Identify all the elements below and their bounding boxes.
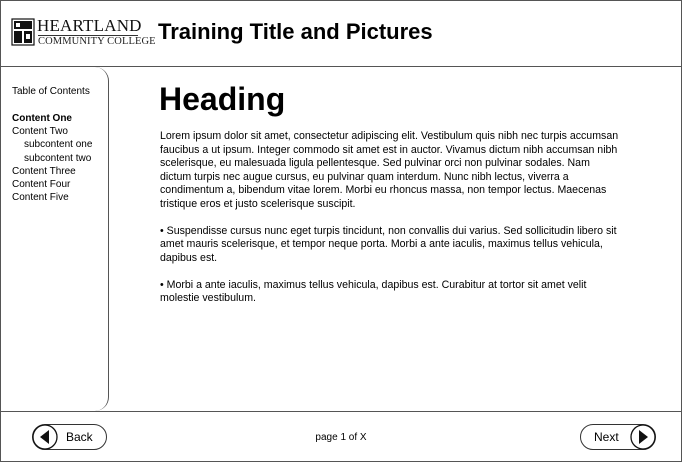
next-button[interactable] [580, 424, 656, 450]
toc-list [12, 112, 92, 204]
toc-item-content-one[interactable]: Content One [12, 113, 72, 124]
arrow-right-circle-icon [630, 424, 656, 450]
next-label: Next [594, 430, 619, 444]
table-of-contents [1, 67, 109, 411]
heartland-logo-icon [11, 18, 35, 46]
content-paragraph: Lorem ipsum dolor sit amet, consectetur adipiscing elit. Vestibulum quis nibh nec turpis accumsan faucibus a ut ipsum. Integer commodo sit amet est in auctor. Vivamus dictum nibh accumsan nibh scelerisque, eu malesuada ligula pellentesque. Sed pulvinar orci non pulvinar sodales. Nam dictum turpis nec augue cursus, eu pulvinar quam interdum. Nunc nibh lectus, viverra a condimentum a, bibendum vitae lorem. Morbi eu rhoncus massa, non tempor lectus. Maecenas tristique eros et justo scelerisque suscipit. [160, 130, 619, 210]
logo-text-primary: HEARTLAND [37, 16, 142, 35]
toc-item-content-four[interactable]: Content Four [12, 179, 71, 191]
toc-item-subcontent-one[interactable]: subcontent one [24, 139, 93, 151]
footer-bar [1, 411, 681, 462]
back-label: Back [66, 430, 93, 444]
toc-title: Table of Contents [12, 86, 90, 97]
content-body [160, 130, 622, 319]
toc-item-subcontent-two[interactable]: subcontent two [24, 152, 92, 164]
content-bullet: • Suspendisse cursus nunc eget turpis tincidunt, non convallis dui varius. Sed sollicitudin libero sit amet mauris scelerisque, et tempor neque porta. Morbi a ante iaculis, maximus tellus vehicula, dapibus est. [160, 224, 617, 264]
college-logo[interactable] [11, 16, 156, 49]
page-title: Training Title and Pictures [158, 19, 433, 44]
toc-item-content-five[interactable]: Content Five [12, 192, 69, 204]
content-heading: Heading [159, 81, 286, 117]
logo-text-secondary: COMMUNITY COLLEGE [38, 36, 156, 47]
page-indicator: page 1 of X [315, 432, 367, 443]
toc-item-content-three[interactable]: Content Three [12, 165, 76, 177]
header-bar [1, 1, 681, 67]
content-bullet: • Morbi a ante iaculis, maximus tellus vehicula, dapibus est. Curabitur at tortor sit amet velit molestie vestibulum. [160, 278, 587, 304]
toc-item-content-two[interactable]: Content Two [12, 126, 68, 138]
